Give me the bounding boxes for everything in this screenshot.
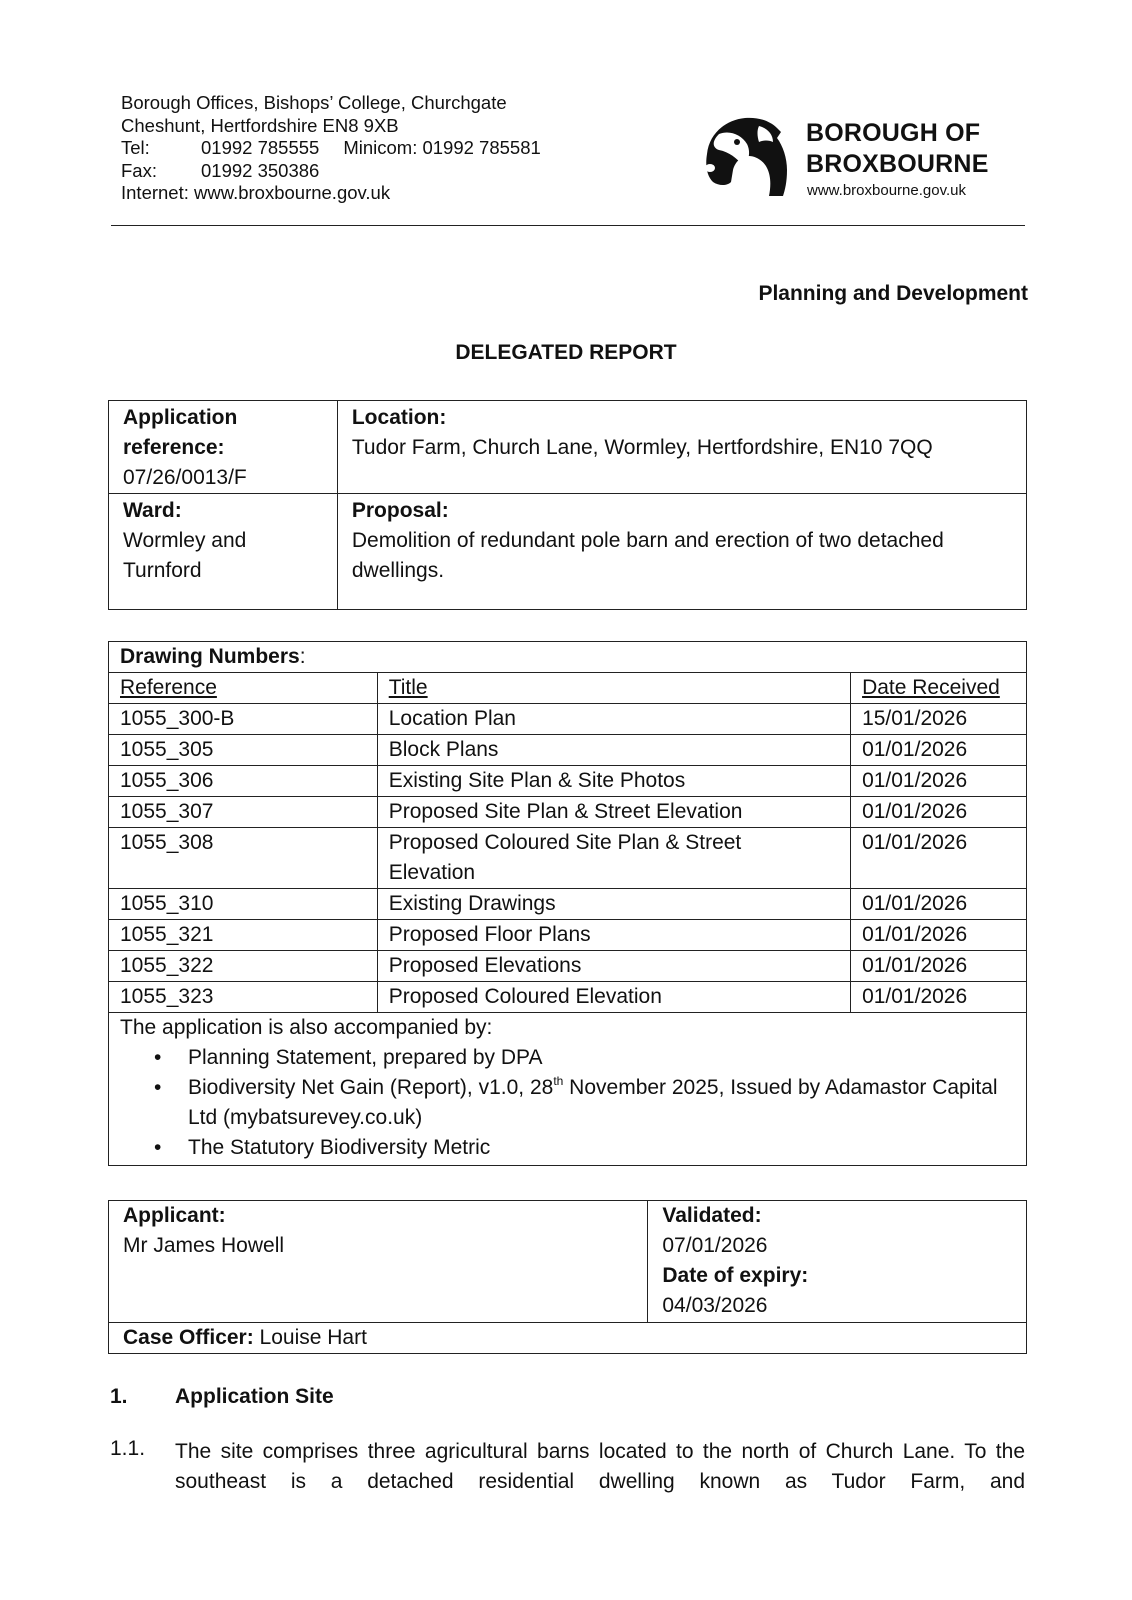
applicant-cell xyxy=(109,1201,648,1323)
app-ref-label: Application xyxy=(123,406,238,429)
header-divider xyxy=(111,225,1025,226)
list-item xyxy=(188,1073,1016,1133)
logo-wordmark xyxy=(806,118,989,180)
proposal-value-2: dwellings. xyxy=(351,559,445,582)
list-item-text: Biodiversity Net Gain (Report), v1.0, 28 xyxy=(188,1076,554,1099)
validated-label: Validated: xyxy=(662,1204,762,1227)
drawing-ref: 1055_308 xyxy=(109,828,378,889)
address-line-2: Cheshunt, Hertfordshire EN8 9XB xyxy=(121,114,399,136)
applicant-table xyxy=(108,1200,1027,1354)
accompanying-intro: The application is also accompanied by: xyxy=(120,1016,493,1039)
validated-value: 07/01/2026 xyxy=(662,1234,768,1257)
case-officer-label: Case Officer: xyxy=(123,1326,254,1349)
table-row xyxy=(109,766,1027,797)
section-number: 1. xyxy=(110,1385,128,1408)
table-row xyxy=(109,982,1027,1013)
expiry-value: 04/03/2026 xyxy=(662,1294,768,1317)
logo-url: www.broxbourne.gov.uk xyxy=(807,182,966,199)
logo-line-2: BROXBOURNE xyxy=(806,150,989,178)
table-row xyxy=(109,889,1027,920)
drawing-title-line-1: Proposed Coloured Site Plan & Street xyxy=(388,831,742,854)
drawing-title: Existing Site Plan & Site Photos xyxy=(377,766,850,797)
drawing-date: 01/01/2026 xyxy=(851,889,1027,920)
proposal-label: Proposal: xyxy=(351,499,449,522)
proposal-value: Demolition of redundant pole barn and erection of two detached xyxy=(351,529,944,552)
case-officer-value: Louise Hart xyxy=(253,1326,367,1349)
location-value: Tudor Farm, Church Lane, Wormley, Hertfordshire, EN10 7QQ xyxy=(351,436,933,459)
drawing-title: Proposed Floor Plans xyxy=(377,920,850,951)
column-header-reference: Reference xyxy=(109,673,378,704)
report-title: DELEGATED REPORT xyxy=(455,341,677,364)
dates-cell xyxy=(648,1201,1027,1323)
tel-value: 01992 785555 xyxy=(201,137,320,158)
drawing-title: Proposed Coloured Elevation xyxy=(377,982,850,1013)
ordinal-suffix: th xyxy=(553,1074,564,1088)
expiry-label: Date of expiry: xyxy=(662,1264,809,1287)
table-row xyxy=(109,951,1027,982)
table-row xyxy=(109,920,1027,951)
paragraph-number: 1.1. xyxy=(110,1437,146,1460)
fax-value: 01992 350386 xyxy=(201,159,320,181)
drawing-date: 01/01/2026 xyxy=(851,766,1027,797)
app-ref-value: 07/26/0013/F xyxy=(123,466,247,489)
proposal-cell xyxy=(337,494,1026,610)
drawing-ref: 1055_306 xyxy=(109,766,378,797)
drawing-ref: 1055_322 xyxy=(109,951,378,982)
list-item: • Planning Statement, prepared by DPA xyxy=(188,1043,1016,1073)
address-line-1: Borough Offices, Bishops’ College, Churchgate xyxy=(121,92,507,113)
drawing-ref: 1055_323 xyxy=(109,982,378,1013)
drawing-date: 01/01/2026 xyxy=(851,951,1027,982)
table-row xyxy=(109,828,1027,889)
logo-line-1: BOROUGH OF xyxy=(806,119,981,147)
application-summary-table xyxy=(108,400,1027,610)
location-cell xyxy=(337,401,1026,494)
drawing-title: Existing Drawings xyxy=(377,889,850,920)
drawing-title: Location Plan xyxy=(377,704,850,735)
drawing-date: 01/01/2026 xyxy=(851,797,1027,828)
drawing-ref: 1055_305 xyxy=(109,735,378,766)
drawings-heading-cell xyxy=(109,642,1027,673)
applicant-value: Mr James Howell xyxy=(123,1234,285,1257)
drawing-date: 01/01/2026 xyxy=(851,920,1027,951)
ward-value-2: Turnford xyxy=(123,559,202,582)
accompanying-documents-cell xyxy=(109,1013,1027,1166)
department-title: Planning and Development xyxy=(758,282,1028,305)
drawing-date: 01/01/2026 xyxy=(851,828,1027,889)
drawing-date: 15/01/2026 xyxy=(851,704,1027,735)
location-label: Location: xyxy=(351,406,447,429)
drawing-title-line-2: Elevation xyxy=(388,861,476,884)
section-title: Application Site xyxy=(175,1385,334,1408)
ward-cell xyxy=(109,494,338,610)
fax-label: Fax: xyxy=(121,159,157,181)
ward-label: Ward: xyxy=(123,499,182,522)
drawing-title xyxy=(377,828,850,889)
ward-value: Wormley and xyxy=(123,529,247,552)
drawing-ref: 1055_307 xyxy=(109,797,378,828)
column-header-date: Date Received xyxy=(851,673,1027,704)
drawing-title: Proposed Site Plan & Street Elevation xyxy=(377,797,850,828)
drawing-ref: 1055_321 xyxy=(109,920,378,951)
list-item-text-cont: November 2025, Issued by Adamastor Capital Ltd (mybatsurevey.co.uk) xyxy=(188,1076,998,1129)
drawing-ref: 1055_300-B xyxy=(109,704,378,735)
council-address xyxy=(121,92,541,205)
badger-icon xyxy=(697,112,797,198)
applicant-label: Applicant: xyxy=(123,1204,226,1227)
drawing-ref: 1055_310 xyxy=(109,889,378,920)
app-ref-cell xyxy=(109,401,338,494)
drawing-date: 01/01/2026 xyxy=(851,982,1027,1013)
drawing-date: 01/01/2026 xyxy=(851,735,1027,766)
accompanying-list xyxy=(120,1043,1016,1163)
drawings-heading-colon: : xyxy=(299,645,306,668)
table-row xyxy=(109,704,1027,735)
drawing-numbers-table xyxy=(108,641,1027,1166)
drawings-heading: Drawing Numbers xyxy=(120,645,300,668)
list-item: • The Statutory Biodiversity Metric xyxy=(188,1133,1016,1163)
table-row xyxy=(109,735,1027,766)
column-header-title: Title xyxy=(377,673,850,704)
drawing-title: Proposed Elevations xyxy=(377,951,850,982)
internet-address: Internet: www.broxbourne.gov.uk xyxy=(121,182,391,203)
case-officer-cell xyxy=(109,1323,1027,1354)
minicom: Minicom: 01992 785581 xyxy=(343,137,541,158)
paragraph-text: The site comprises three agricultural barns located to the north of Church Lane. To the southeast is a detached residential dwelling known as Tudor Farm, and xyxy=(175,1440,1025,1493)
table-row xyxy=(109,797,1027,828)
drawing-title: Block Plans xyxy=(377,735,850,766)
app-ref-label-2: reference: xyxy=(123,436,225,459)
tel-label: Tel: xyxy=(121,137,150,158)
